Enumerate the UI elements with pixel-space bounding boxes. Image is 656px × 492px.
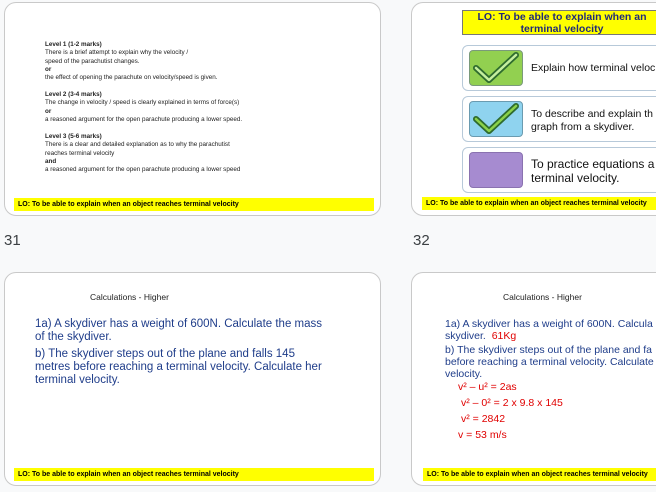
level-1-block: [45, 41, 217, 82]
objective-box-1: [462, 45, 656, 91]
lo-banner: LO: To be able to explain when an object reaches terminal velocity: [422, 197, 656, 210]
level-1-text: There is a brief attempt to explain why the velocity /: [45, 49, 189, 57]
question-a-line-1: 1a) A skydiver has a weight of 600N. Calculate the mass: [35, 318, 323, 330]
objective-3-line-2: terminal velocity.: [531, 171, 620, 185]
question-b-line-2: metres before reaching a terminal velocity. Calculate her: [35, 361, 322, 373]
question-a: [35, 318, 322, 344]
question-b-line-3: velocity.: [445, 368, 483, 380]
question-b-line-1: b) The skydiver steps out of the plane and falls 145: [35, 348, 295, 360]
question-b-line-3: terminal velocity.: [35, 374, 120, 386]
level-3-block: [45, 133, 240, 174]
purple-box: [469, 152, 523, 188]
objective-box-2: [462, 96, 656, 142]
answer-a: 61Kg: [491, 330, 517, 342]
objective-text-1: [531, 62, 656, 75]
calculations-heading: Calculations - Higher: [90, 292, 169, 302]
objective-2-line-2: graph from a skydiver.: [531, 120, 635, 133]
lo-banner: LO: To be able to explain when an object reaches terminal velocity: [423, 468, 656, 481]
slide-thumbnail-34[interactable]: [411, 272, 656, 486]
level-3-text: a reasoned argument for the open parachute producing a lower speed: [45, 166, 241, 174]
question-b-line-1: b) The skydiver steps out of the plane and fa: [445, 344, 653, 356]
level-3-text: There is a clear and detailed explanation as to why the parachutist: [45, 141, 230, 149]
level-3-title: Level 3 (5-6 marks): [45, 133, 102, 140]
calculations-heading: Calculations - Higher: [503, 292, 582, 302]
objective-3-line-1: To practice equations a: [531, 157, 655, 171]
level-2-block: [45, 91, 242, 124]
level-2-text: a reasoned argument for the open parachute producing a lower speed.: [45, 115, 243, 123]
working-line-4: v = 53 m/s: [458, 429, 507, 441]
slide-number-31: 31: [4, 232, 21, 249]
slide-thumbnail-33[interactable]: [4, 272, 381, 486]
question-a-text: skydiver.: [445, 330, 486, 342]
lo-title-line-2: terminal velocity: [520, 23, 604, 35]
level-2-text: The change in velocity / speed is clearly explained in terms of force(s): [45, 99, 240, 107]
level-1-text: the effect of opening the parachute on velocity/speed is given.: [45, 74, 218, 82]
objective-text-2: [531, 108, 656, 133]
blue-tick-box: [469, 101, 523, 137]
level-1-or: or: [45, 65, 52, 73]
lo-title-line-1: LO: To be able to explain when an: [477, 11, 647, 23]
slide-number-32: 32: [413, 232, 430, 249]
objective-text-3: [531, 157, 656, 185]
working-line-2: v² – 0² = 2 x 9.8 x 145: [461, 397, 563, 409]
question-a: [445, 318, 653, 342]
level-1-text: speed of the parachutist changes.: [45, 57, 140, 65]
level-2-title: Level 2 (3-4 marks): [45, 91, 102, 98]
working-line-1: v² – u² = 2as: [458, 381, 517, 393]
slide-32-lo-title: [462, 10, 656, 35]
level-3-text: reaches terminal velocity: [45, 149, 115, 157]
level-2-or: or: [45, 107, 52, 115]
question-b-line-2: before reaching a terminal velocity. Calculate: [445, 356, 654, 368]
lo-banner: LO: To be able to explain when an object reaches terminal velocity: [14, 198, 374, 211]
level-1-title: Level 1 (1-2 marks): [45, 41, 102, 48]
objective-box-3: [462, 147, 656, 193]
question-b: [445, 344, 654, 380]
lo-banner: LO: To be able to explain when an object reaches terminal velocity: [14, 468, 374, 481]
check-icon: [470, 51, 522, 85]
slide-thumbnail-31[interactable]: [4, 2, 381, 216]
level-3-and: and: [45, 157, 57, 165]
working-line-3: v² = 2842: [461, 413, 506, 425]
green-tick-box: [469, 50, 523, 86]
question-b: [35, 348, 322, 387]
objective-1-line-1: Explain how terminal veloc: [531, 62, 656, 74]
objective-2-line-1: To describe and explain th: [531, 108, 653, 120]
question-a-line-2: [445, 330, 653, 342]
question-a-line-1: 1a) A skydiver has a weight of 600N. Calcula: [445, 318, 653, 330]
question-a-line-2: of the skydiver.: [35, 331, 112, 343]
check-icon: [470, 102, 522, 136]
